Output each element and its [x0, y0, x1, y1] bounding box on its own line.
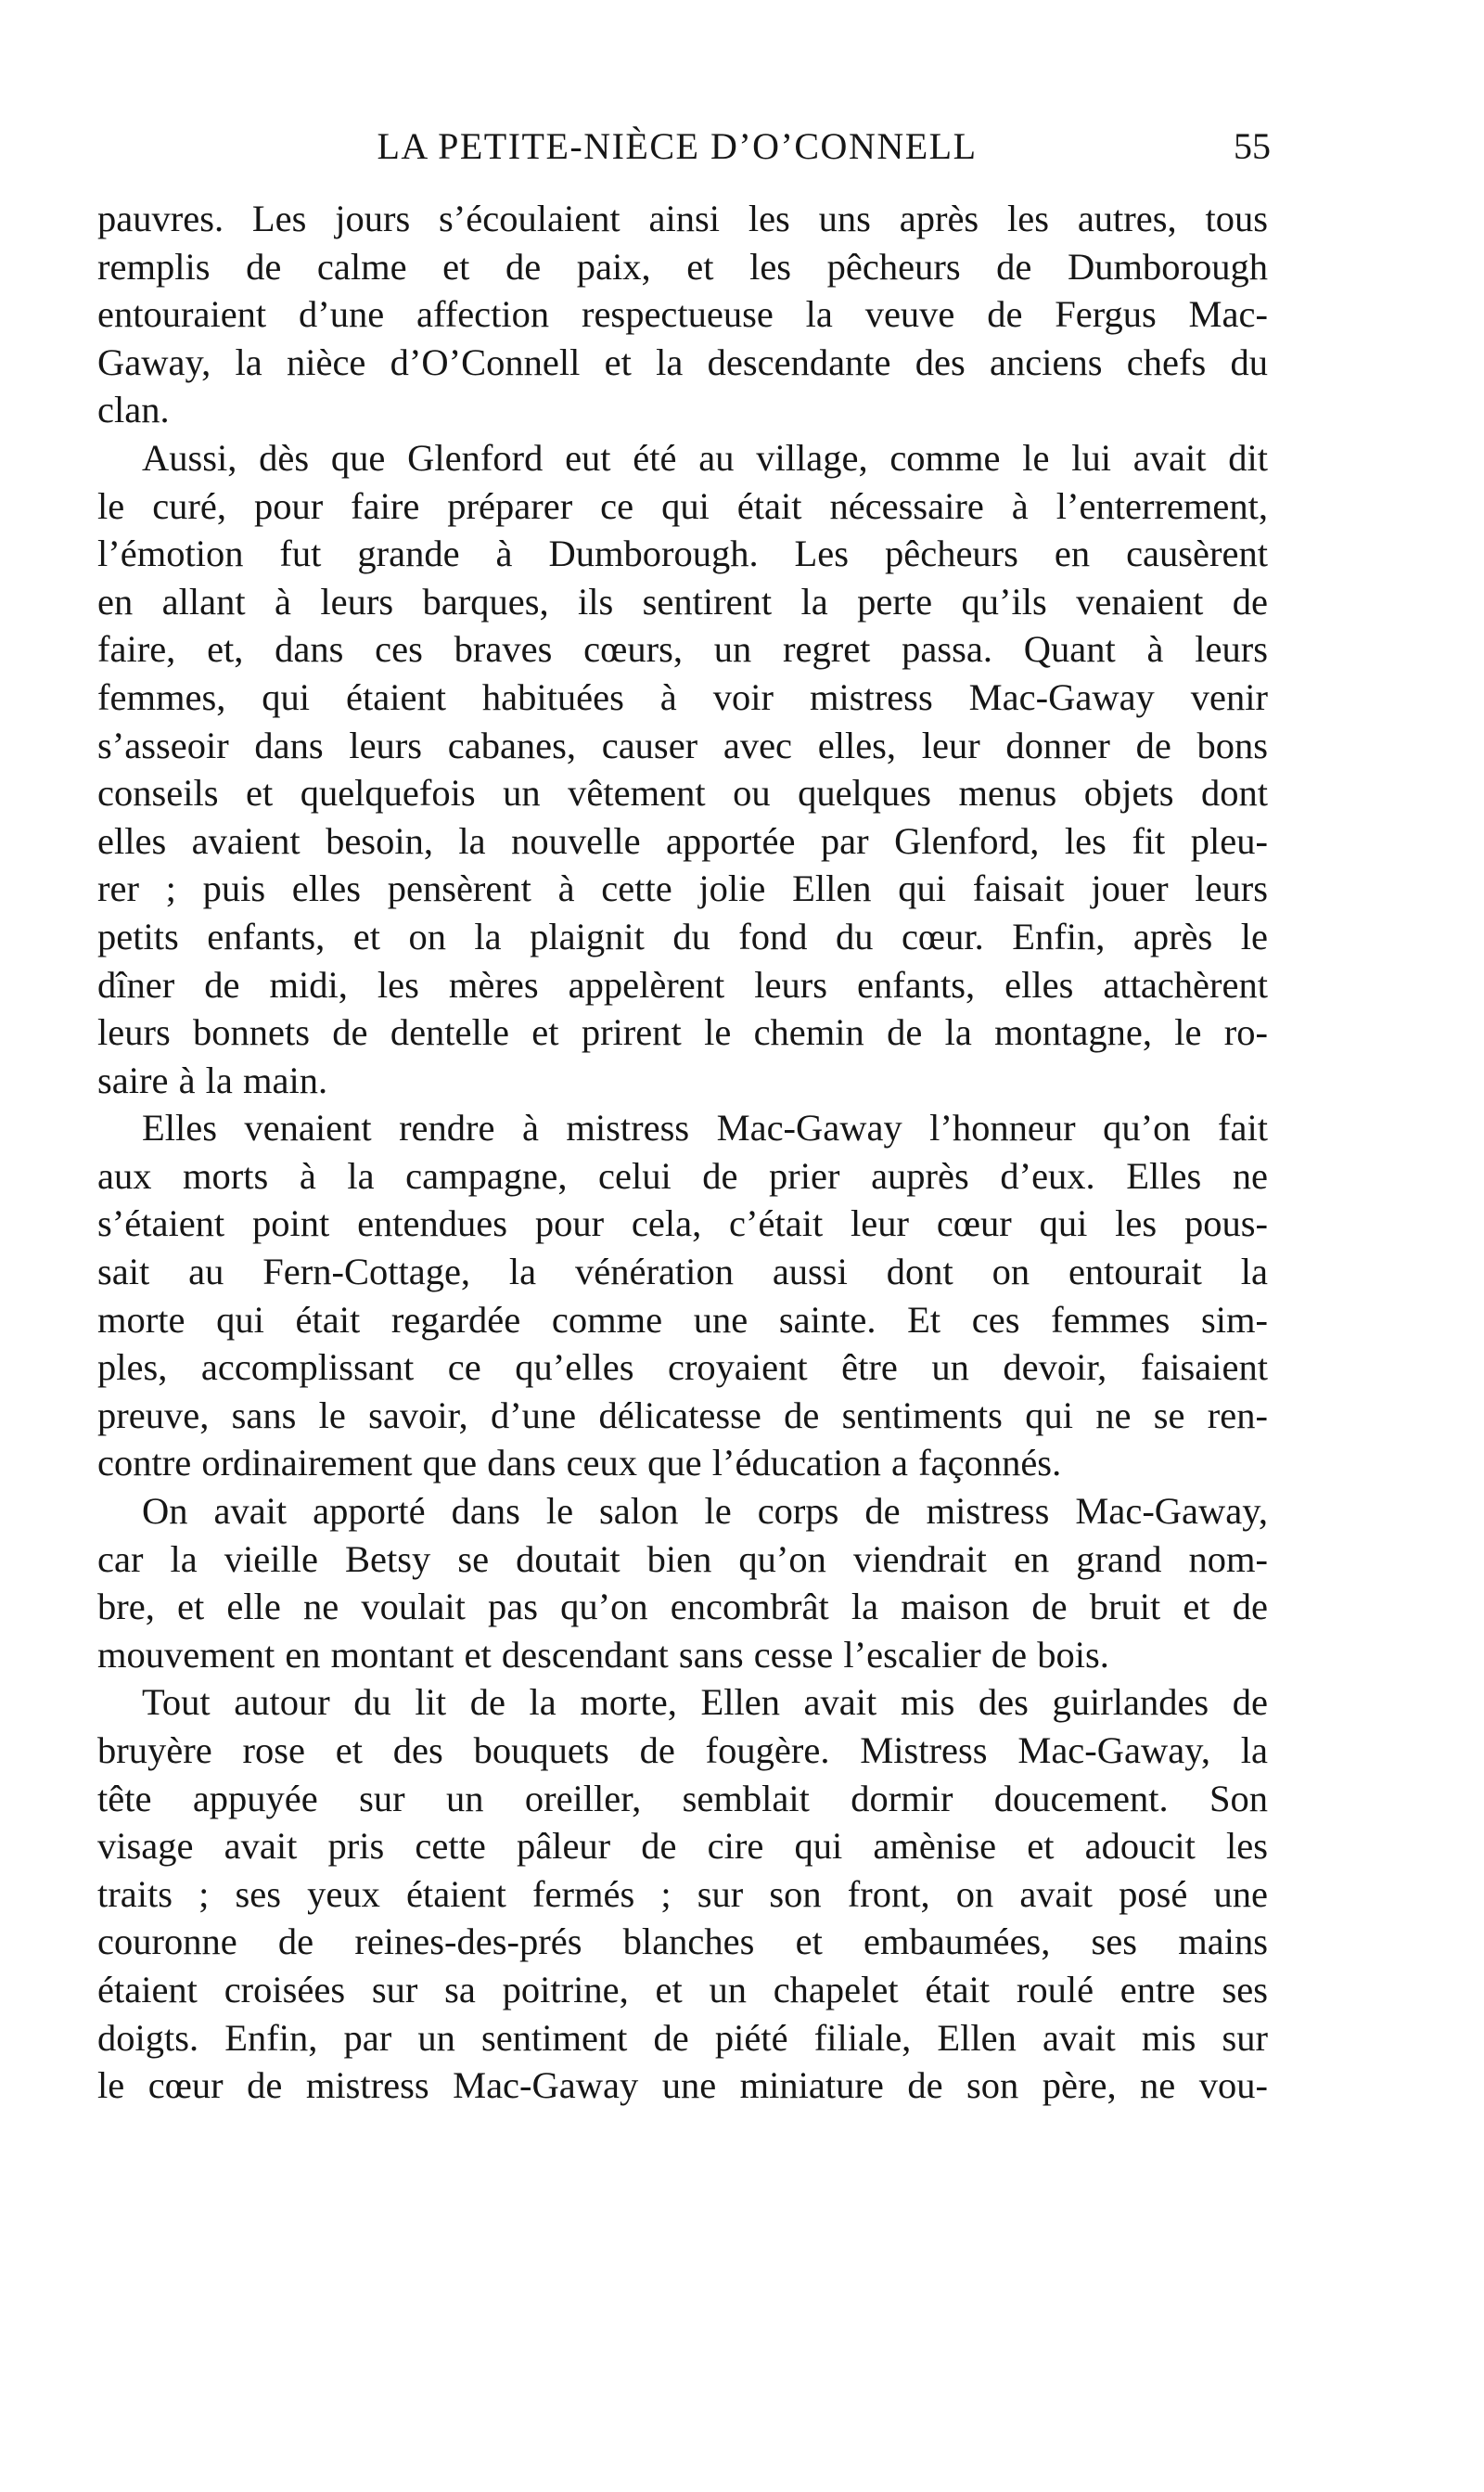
text-line: contre ordinairement que dans ceux que l’éducation a façonnés.: [97, 1442, 1062, 1484]
text-line: On avait apporté dans le salon le corps de mistress Mac-Gaway,: [142, 1490, 1268, 1533]
text-line: entouraient d’une affection respectueuse la veuve de Fergus Mac-: [97, 293, 1268, 336]
text-line: couronne de reines-des-prés blanches et embaumées, ses mains: [97, 1920, 1268, 1963]
text-line: bre, et elle ne voulait pas qu’on encombrât la maison de bruit et de: [97, 1586, 1268, 1628]
text-line: car la vieille Betsy se doutait bien qu’on viendrait en grand nom-: [97, 1537, 1268, 1580]
text-line: Elles venaient rendre à mistress Mac-Gaway l’honneur qu’on fait: [142, 1107, 1268, 1150]
body-text: [97, 195, 1268, 2110]
text-line: étaient croisées sur sa poitrine, et un chapelet était roulé entre ses: [97, 1968, 1268, 2010]
text-line: dîner de midi, les mères appelèrent leurs enfants, elles attachèrent: [97, 963, 1268, 1006]
text-line: Aussi, dès que Glenford eut été au village, comme le lui avait dit: [142, 436, 1268, 479]
text-line: pauvres. Les jours s’écoulaient ainsi les uns après les autres, tous: [97, 198, 1268, 239]
text-line: aux morts à la campagne, celui de prier auprès d’eux. Elles ne: [97, 1154, 1268, 1197]
text-line: s’étaient point entendues pour cela, c’était leur cœur qui les pous-: [97, 1202, 1268, 1245]
text-line: Tout autour du lit de la morte, Ellen avait mis des guirlandes de: [142, 1681, 1268, 1724]
text-line: ples, accomplissant ce qu’elles croyaient être un devoir, faisaient: [97, 1346, 1268, 1389]
text-line: Gaway, la nièce d’O’Connell et la descendante des anciens chefs du: [97, 340, 1268, 383]
text-line: leurs bonnets de dentelle et prirent le chemin de la montagne, le ro-: [97, 1011, 1268, 1054]
text-line: traits ; ses yeux étaient fermés ; sur son front, on avait posé une: [97, 1872, 1268, 1915]
text-line: clan.: [97, 389, 170, 431]
page-number: 55: [1234, 125, 1271, 167]
text-line: preuve, sans le savoir, d’une délicatesse de sentiments qui ne se ren-: [97, 1394, 1268, 1436]
text-line: sait au Fern-Cottage, la vénération aussi dont on entourait la: [97, 1251, 1268, 1293]
text-line: faire, et, dans ces braves cœurs, un regret passa. Quant à leurs: [97, 628, 1268, 671]
text-line: l’émotion fut grande à Dumborough. Les pêcheurs en causèrent: [97, 533, 1268, 575]
text-line: bruyère rose et des bouquets de fougère. Mistress Mac-Gaway, la: [97, 1729, 1268, 1771]
text-line: remplis de calme et de paix, et les pêcheurs de Dumborough: [97, 245, 1268, 288]
text-line: tête appuyée sur un oreiller, semblait dormir doucement. Son: [97, 1777, 1268, 1819]
text-line: le curé, pour faire préparer ce qui était nécessaire à l’enterrement,: [97, 484, 1268, 527]
text-line: conseils et quelquefois un vêtement ou quelques menus objets dont: [97, 772, 1268, 815]
running-title: LA PETITE-NIÈCE D’O’CONNELL: [377, 125, 978, 167]
text-line: rer ; puis elles pensèrent à cette jolie Ellen qui faisait jouer leurs: [97, 867, 1268, 910]
text-line: en allant à leurs barques, ils sentirent la perte qu’ils venaient de: [97, 580, 1268, 623]
text-line: doigts. Enfin, par un sentiment de piété filiale, Ellen avait mis sur: [97, 2016, 1268, 2059]
text-line: mouvement en montant et descendant sans cesse l’escalier de bois.: [97, 1633, 1109, 1676]
text-line: femmes, qui étaient habituées à voir mistress Mac-Gaway venir: [97, 675, 1268, 718]
text-line: s’asseoir dans leurs cabanes, causer avec elles, leur donner de bons: [97, 724, 1268, 766]
text-line: saire à la main.: [97, 1059, 328, 1101]
text-line: petits enfants, et on la plaignit du fond du cœur. Enfin, après le: [97, 915, 1268, 957]
text-line: le cœur de mistress Mac-Gaway une miniature de son père, ne vou-: [97, 2064, 1268, 2107]
running-head: [93, 119, 1271, 174]
text-line: visage avait pris cette pâleur de cire qui amènise et adoucit les: [97, 1825, 1268, 1868]
text-line: morte qui était regardée comme une sainte. Et ces femmes sim-: [97, 1298, 1268, 1341]
text-line: elles avaient besoin, la nouvelle apportée par Glenford, les fit pleu-: [97, 819, 1268, 862]
